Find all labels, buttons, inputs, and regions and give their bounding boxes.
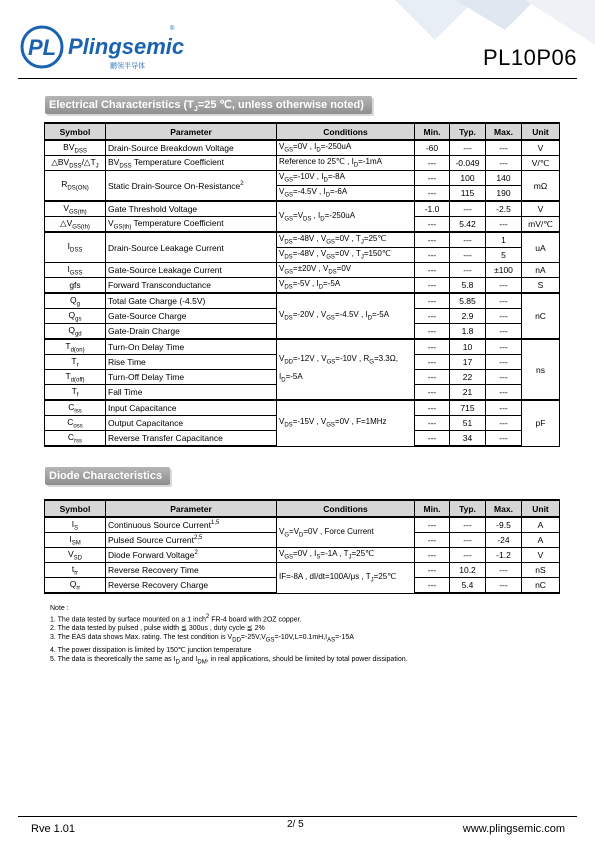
table-row: $Q_g$ Total Gate Charge (-4.5V) $V_{DS}=-20V$ , $V_{GS}=-4.5V$ , $I_D=-5A$ --- 5.85 --- nC bbox=[45, 293, 560, 309]
table-row: $t_{rr}$ Reverse Recovery Time IF=-8A , dI/dt=100A/μs , $T_J=25℃$ --- 10.2 --- nS bbox=[45, 563, 560, 578]
table-row: $C_{iss}$ Input Capacitance $V_{DS}=-15V$ , $V_{GS}=0V$ , F=1MHz --- 715 --- pF bbox=[45, 400, 560, 416]
note-5: 5. The data is theoretically the same as $I_D$ and $I_{DM}$, in real applications, should be limited by total power dissipation. bbox=[50, 655, 408, 666]
table-row: $C_{rss}$ Reverse Transfer Capacitance --- 34 --- bbox=[45, 431, 560, 447]
table-row: $I_{DSS}$ Drain-Source Leakage Current $V_{DS}=-48V$ , $V_{GS}=0V$ , $T_J=25℃$ --- --- 1 uA bbox=[45, 232, 560, 248]
electrical-characteristics-table bbox=[44, 122, 560, 447]
logo-subtext: 鹏领半导体 bbox=[110, 62, 145, 70]
table-row: $\triangle V_{GS(th)}$ $V_{GS(th)}$ Temperature Coefficient --- 5.42 --- mV/℃ bbox=[45, 217, 560, 233]
table-row: $R_{DS(ON)}$ Static Drain-Source On-Resistance$^2$ $V_{GS}=-10V$ , $I_D=-8A$ --- 100 140 mΩ bbox=[45, 171, 560, 186]
logo-wordmark: Plingsemic bbox=[68, 34, 185, 59]
table-row: $T_f$ Fall Time --- 21 --- bbox=[45, 385, 560, 401]
table-row: $Q_{rr}$ Reverse Recovery Charge --- 5.4 --- nC bbox=[45, 578, 560, 594]
table-header-row: Symbol Parameter Conditions Min. Typ. Max. Unit bbox=[45, 123, 560, 140]
svg-text:PL: PL bbox=[28, 35, 57, 60]
revision-label: Rve 1.01 bbox=[31, 823, 76, 835]
table-row: $V_{GS}=-4.5V$ , $I_D=-6A$ --- 115 190 bbox=[45, 186, 560, 202]
table-row: $\triangle BV_{DSS}/\triangle T_J$ $BV_{DSS}$ Temperature Coefficient Reference to 25℃ , $I_D=-1mA$ --- -0.049 --- V/℃ bbox=[45, 156, 560, 171]
table-row: gfs Forward Transconductance $V_{DS}=-5V$ , $I_D=-5A$ --- 5.8 --- S bbox=[45, 278, 560, 294]
header-rule bbox=[18, 78, 577, 79]
notes-block bbox=[50, 604, 570, 667]
svg-text:®: ® bbox=[170, 26, 175, 32]
table-row: $I_{GSS}$ Gate-Source Leakage Current $V_{GS}=\pm 20V$ , $V_{DS}=0V$ --- --- ±100 nA bbox=[45, 263, 560, 278]
table-row: $V_{SD}$ Diode Forward Voltage$^2$ $V_{GS}=0V$ , $I_S=-1A$ , $T_J=25℃$ --- --- -1.2 V bbox=[45, 548, 560, 563]
table-row: $Q_{gd}$ Gate-Drain Charge --- 1.8 --- bbox=[45, 324, 560, 340]
note-2: 2. The data tested by pulsed , pulse width ≦ 300us , duty cycle ≦ 2% bbox=[50, 625, 265, 633]
note-1: 1. The data tested by surface mounted on a 1 inch$^2$ FR-4 board with 2OZ copper. bbox=[50, 614, 302, 624]
note-4: 4. The power dissipation is limited by 150℃ junction temperature bbox=[50, 646, 252, 654]
table-row: $BV_{DSS}$ Drain-Source Breakdown Voltage $V_{GS}=0V$ , $I_D=-250uA$ -60 --- --- V bbox=[45, 140, 560, 156]
table-row: $T_{d(off)}$ Turn-Off Delay Time --- 22 --- bbox=[45, 370, 560, 385]
diode-characteristics-table bbox=[44, 499, 560, 594]
table-row: $Q_{gs}$ Gate-Source Charge --- 2.9 --- bbox=[45, 309, 560, 324]
table-row: $T_{d(on)}$ Turn-On Delay Time $V_{DD}=-12V$ , $V_{GS}=-10V$ , $R_G=3.3\Omega$, $I_D=-5A$ --- 10 --- ns bbox=[45, 339, 560, 355]
table-row: $V_{DS}=-48V$ , $V_{GS}=0V$ , $T_J=150℃$ --- --- 5 bbox=[45, 248, 560, 263]
table-header-row: Symbol Parameter Conditions Min. Typ. Max. Unit bbox=[45, 500, 560, 517]
footer-rule bbox=[18, 816, 577, 817]
notes-title: Note : bbox=[50, 605, 69, 612]
table-row: $I_{SM}$ Pulsed Source Current$^{2,5}$ --- --- -24 A bbox=[45, 533, 560, 548]
website-link[interactable]: www.plingsemic.com bbox=[462, 823, 565, 835]
company-logo bbox=[20, 22, 190, 72]
table-row: $C_{oss}$ Output Capacitance --- 51 --- bbox=[45, 416, 560, 431]
table-row: $T_r$ Rise Time --- 17 --- bbox=[45, 355, 560, 370]
table-row: $I_S$ Continuous Source Current$^{1,5}$ $V_G=V_D=0V$ , Force Current --- --- -9.5 A bbox=[45, 517, 560, 533]
diode-section-title: Diode Characteristics bbox=[45, 467, 170, 485]
note-3: 3. The EAS data shows Max. rating. The test condition is $V_{DD}=-25V,V_{GS}=-10V,L=0.1mH,I_{AS}=-15A$ bbox=[50, 634, 354, 644]
page-number: 2/ 5 bbox=[287, 819, 304, 830]
part-number: PL10P06 bbox=[482, 45, 577, 70]
electrical-section-title: Electrical Characteristics ($T_J=25$ ℃, unless otherwise noted) bbox=[45, 96, 372, 114]
table-row: $V_{GS(th)}$ Gate Threshold Voltage $V_{GS}=V_{DS}$ , $I_D=-250uA$ -1.0 --- -2.5 V bbox=[45, 201, 560, 217]
